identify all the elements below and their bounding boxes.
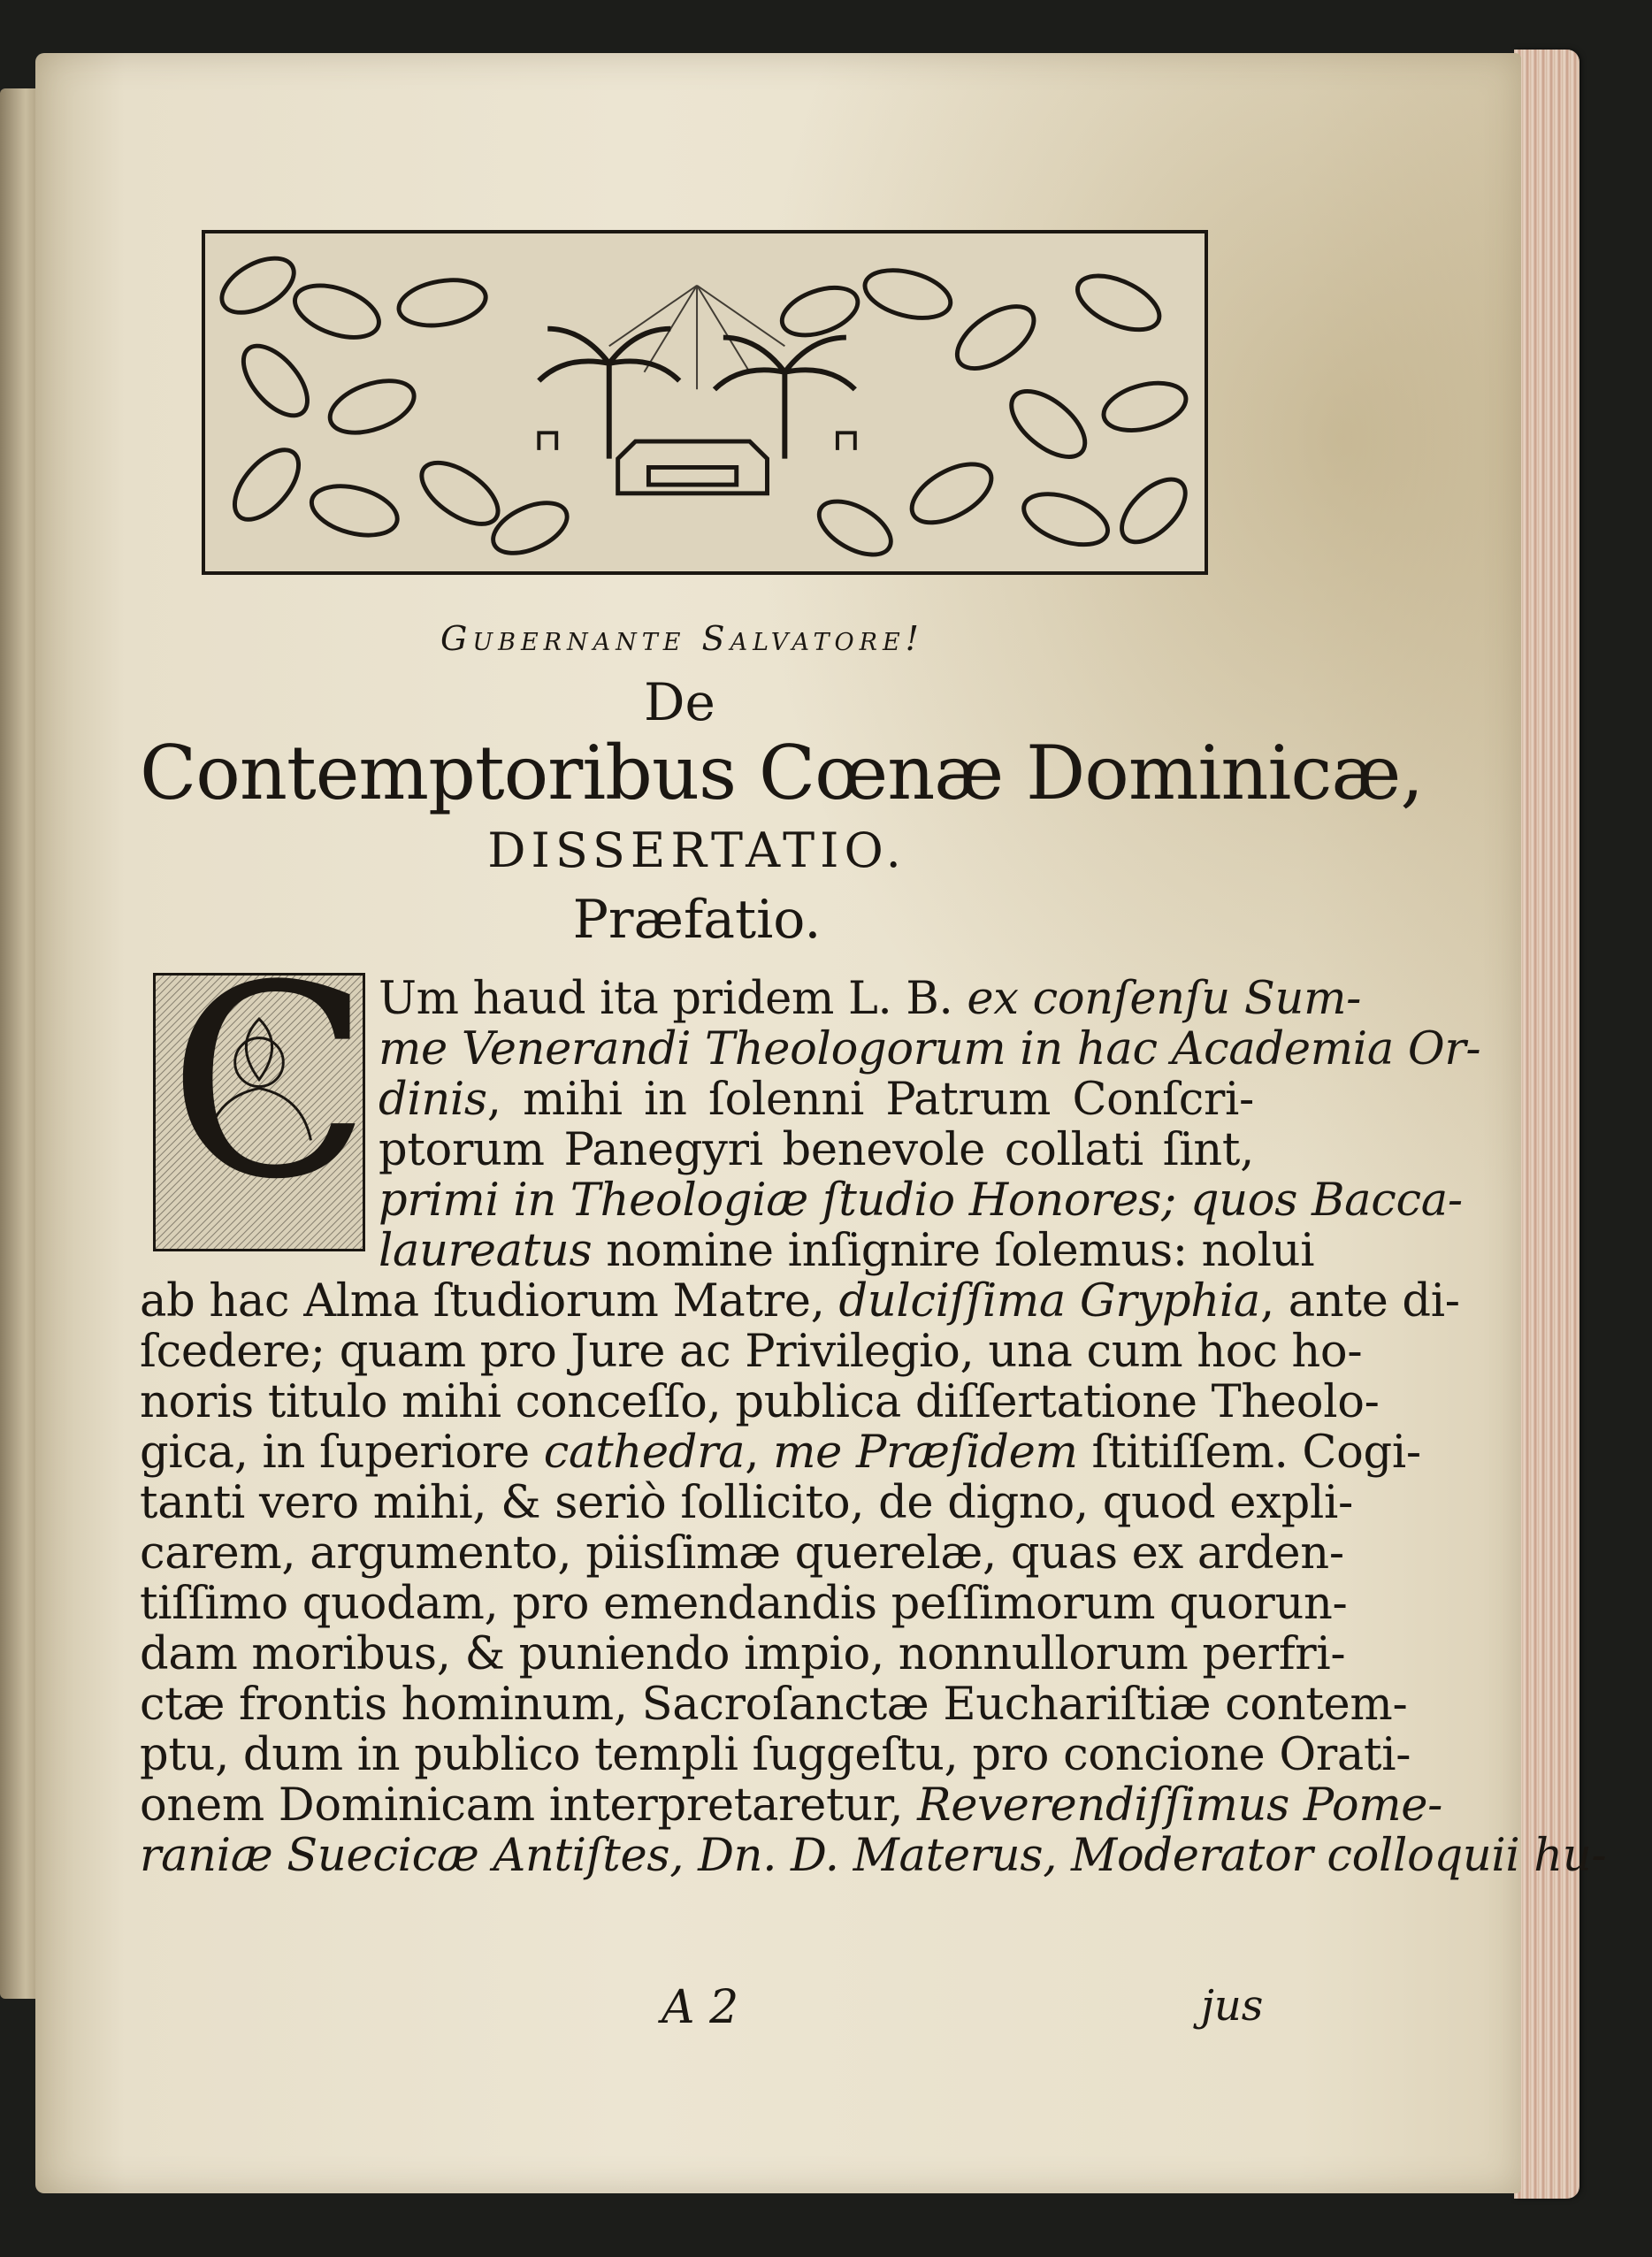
text-segment: raniæ Suecicæ Antiſtes, Dn. D. Materus, Moderator colloquii hu- (140, 1830, 1607, 1882)
section-heading: Præfatio. (572, 889, 822, 951)
text-line (140, 1527, 1344, 1580)
text-segment: me Venerandi Theologorum in hac Academia Or- (379, 1023, 1481, 1075)
woodcut-headpiece (202, 230, 1208, 575)
text-line (379, 1225, 1315, 1278)
text-segment: dulciſſima Gryphia (838, 1275, 1260, 1327)
initial-letter: C (168, 929, 371, 1237)
text-line (140, 1578, 1348, 1631)
text-line (379, 1074, 1254, 1127)
text-segment: nomine inſignire ſolemus: nolui (592, 1225, 1315, 1277)
text-line (140, 1779, 1443, 1832)
text-segment: cathedra (543, 1427, 746, 1479)
text-line (379, 1174, 1463, 1228)
text-line (140, 1830, 1607, 1883)
signature-mark: A 2 (662, 1981, 739, 2034)
text-line (379, 973, 1362, 1026)
text-line (140, 1477, 1353, 1530)
text-line (140, 1376, 1380, 1429)
text-segment: tanti vero mihi, & seriò ſollicito, de digno, quod expli- (140, 1477, 1353, 1529)
text-segment: tiſſimo quodam, pro emendandis peſſimorum quorun- (140, 1578, 1348, 1630)
text-segment: ctæ frontis hominum, Sacroſanctæ Euchariſtiæ contem- (140, 1679, 1408, 1731)
text-segment: dinis (379, 1074, 487, 1126)
invocation-line: Gubernante Salvatore! (440, 619, 924, 658)
text-line (140, 1326, 1363, 1379)
page-title: Contemptoribus Cœnæ Dominicæ, (140, 730, 1424, 816)
text-line (140, 1628, 1346, 1681)
text-segment: Um haud ita pridem L. B. (379, 973, 967, 1025)
text-segment: onem Dominicam interpretaretur, (140, 1779, 918, 1832)
text-segment: laureatus (379, 1225, 593, 1277)
text-segment: ex conſenſu Sum- (967, 973, 1362, 1025)
text-segment: ſcedere; quam pro Jure ac Privilegio, una cum hoc ho- (140, 1326, 1363, 1378)
leaf-ornament-icon (205, 233, 1205, 571)
text-segment: , ante di- (1259, 1275, 1460, 1327)
book-page (35, 53, 1607, 2193)
text-segment: ab hac Alma ſtudiorum Matre, (140, 1275, 839, 1327)
text-line (379, 1023, 1481, 1076)
text-segment: ſtitiſſem. Cogi- (1077, 1427, 1421, 1479)
text-line (140, 1427, 1421, 1480)
text-segment: carem, argumento, piisſimæ querelæ, quas ex arden- (140, 1527, 1344, 1580)
text-line (140, 1275, 1460, 1328)
text-line (379, 1124, 1254, 1177)
text-segment: dam moribus, & puniendo impio, nonnullorum perfri- (140, 1628, 1346, 1680)
text-line (140, 1729, 1411, 1782)
text-line (140, 1679, 1408, 1732)
text-segment: , (745, 1427, 774, 1479)
text-segment: ptu, dum in publico templi ſuggeſtu, pro concione Orati- (140, 1729, 1411, 1781)
text-segment: ptorum Panegyri benevole collati ſint, (379, 1124, 1254, 1176)
heading-de: De (644, 672, 715, 732)
catchword: jus (1201, 1981, 1264, 2031)
text-segment: noris titulo mihi conceſſo, publica diſſertatione Theolo- (140, 1376, 1380, 1428)
text-segment: , mihi in ſolenni Patrum Conſcri- (486, 1074, 1254, 1126)
text-segment: Reverendiſſimus Pome- (917, 1779, 1443, 1832)
decorated-initial (153, 929, 371, 1251)
text-segment: primi in Theologiæ ſtudio Honores; quos Bacca- (379, 1174, 1463, 1227)
text-segment: me Præſidem (773, 1427, 1078, 1479)
subtitle: DISSERTATIO. (487, 822, 906, 878)
text-segment: gica, in ſuperiore (140, 1427, 544, 1479)
